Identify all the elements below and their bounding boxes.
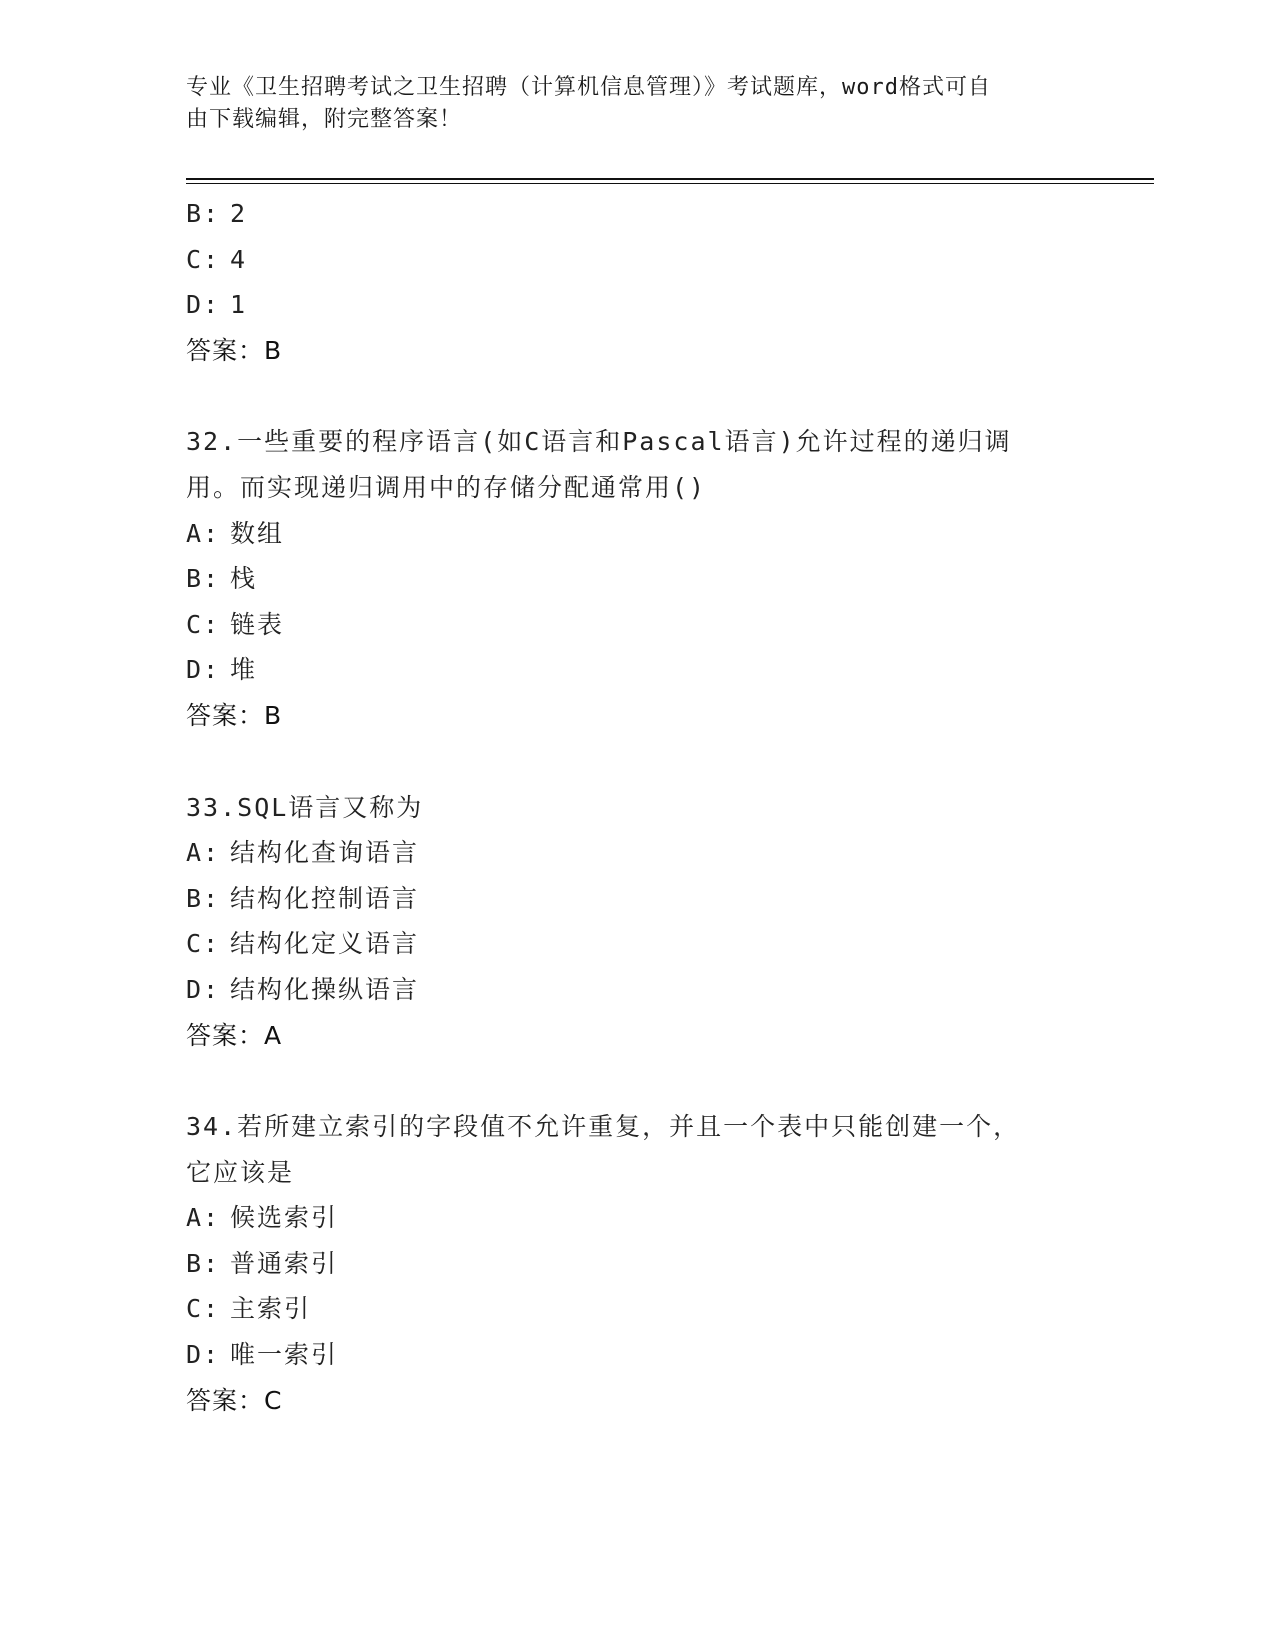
option-row bbox=[186, 556, 1086, 602]
option-text: 结构化操纵语言 bbox=[230, 974, 420, 1004]
option-label: A: bbox=[186, 1203, 221, 1233]
option-text: 数组 bbox=[230, 518, 285, 548]
option-text: 结构化定义语言 bbox=[230, 929, 420, 959]
option-row bbox=[186, 1286, 1086, 1332]
option-row bbox=[186, 511, 1086, 557]
option-text: 栈 bbox=[230, 564, 258, 594]
option-text: 2 bbox=[230, 199, 248, 228]
header-rule-thin bbox=[186, 183, 1154, 184]
option-row bbox=[186, 830, 1086, 876]
question-text-line-1: 32.一些重要的程序语言(如C语言和Pascal语言)允许过程的递归调 bbox=[186, 427, 1012, 457]
option-text: 堆 bbox=[230, 655, 258, 685]
option-row bbox=[186, 1241, 1086, 1287]
option-row bbox=[186, 191, 1086, 237]
option-row bbox=[186, 1195, 1086, 1241]
option-text: 4 bbox=[230, 244, 248, 274]
option-text: 候选索引 bbox=[230, 1203, 339, 1233]
option-text: 1 bbox=[230, 290, 248, 320]
option-label: B: bbox=[186, 564, 221, 594]
option-label: C: bbox=[186, 609, 221, 639]
option-label: D: bbox=[186, 974, 221, 1004]
document-header bbox=[186, 72, 1066, 136]
option-text: 链表 bbox=[230, 609, 285, 639]
option-row bbox=[186, 602, 1086, 648]
option-label: B: bbox=[186, 199, 221, 228]
header-rule-thick bbox=[186, 178, 1154, 180]
question-text-line-2: 用。而实现递归调用中的存储分配通常用() bbox=[186, 472, 707, 502]
option-row bbox=[186, 876, 1086, 922]
option-text: 普通索引 bbox=[230, 1248, 339, 1278]
question-31-continued bbox=[186, 191, 1086, 373]
question-text-line-1: 34.若所建立索引的字段值不允许重复，并且一个表中只能创建一个， bbox=[186, 1112, 1021, 1142]
option-label: B: bbox=[186, 1248, 221, 1278]
question-list bbox=[186, 191, 1086, 1423]
option-label: D: bbox=[186, 1340, 221, 1370]
option-row bbox=[186, 237, 1086, 283]
header-line-1: 专业《卫生招聘考试之卫生招聘（计算机信息管理）》考试题库，word格式可自 bbox=[186, 75, 991, 100]
option-label: D: bbox=[186, 290, 221, 320]
option-row bbox=[186, 282, 1086, 328]
option-label: A: bbox=[186, 518, 221, 548]
option-text: 结构化控制语言 bbox=[230, 883, 420, 913]
option-row bbox=[186, 921, 1086, 967]
answer-line: 答案：C bbox=[186, 1385, 283, 1415]
option-label: C: bbox=[186, 1294, 221, 1324]
option-text: 唯一索引 bbox=[230, 1340, 339, 1370]
option-text: 主索引 bbox=[230, 1294, 312, 1324]
option-row bbox=[186, 967, 1086, 1013]
option-label: D: bbox=[186, 655, 221, 685]
option-row bbox=[186, 1332, 1086, 1378]
answer-line: 答案：B bbox=[186, 335, 283, 365]
option-label: A: bbox=[186, 838, 221, 868]
option-text: 结构化查询语言 bbox=[230, 838, 420, 868]
option-label: C: bbox=[186, 929, 221, 959]
option-label: C: bbox=[186, 244, 221, 274]
answer-line: 答案：A bbox=[186, 1020, 283, 1050]
question-32 bbox=[186, 419, 1086, 738]
question-34 bbox=[186, 1104, 1086, 1423]
answer-line: 答案：B bbox=[186, 700, 283, 730]
option-row bbox=[186, 647, 1086, 693]
option-label: B: bbox=[186, 883, 221, 913]
question-text-line-1: 33.SQL语言又称为 bbox=[186, 792, 424, 822]
question-text-line-2: 它应该是 bbox=[186, 1157, 295, 1187]
question-33 bbox=[186, 785, 1086, 1059]
header-line-2: 由下载编辑，附完整答案！ bbox=[186, 107, 463, 132]
